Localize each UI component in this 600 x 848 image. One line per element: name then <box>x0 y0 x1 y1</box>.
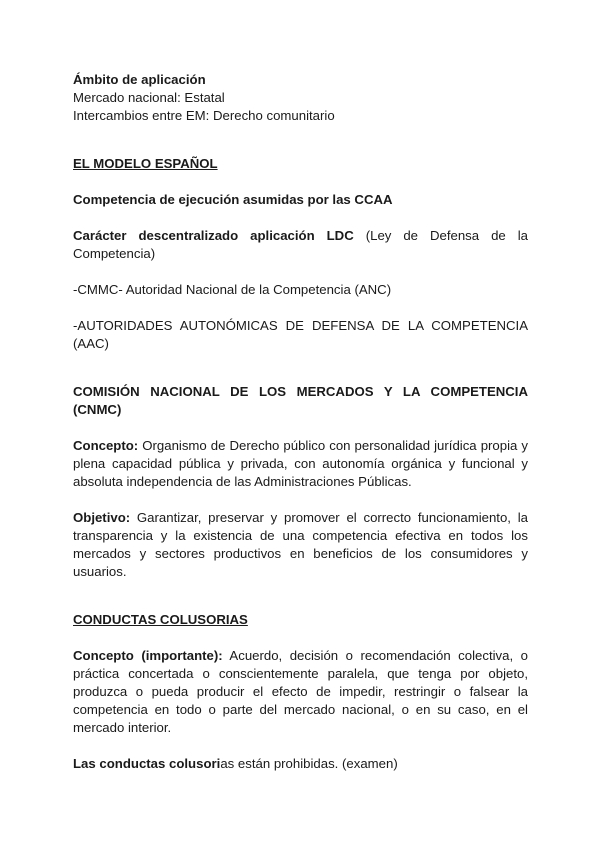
modelo-heading: EL MODELO ESPAÑOL <box>73 156 218 171</box>
colusorias-heading: CONDUCTAS COLUSORIAS <box>73 612 248 627</box>
ambito-line-intercambios: Intercambios entre EM: Derecho comunitario <box>73 108 335 123</box>
cmmc-line: -CMMC- Autoridad Nacional de la Competencia (ANC) <box>73 282 392 297</box>
cnmc-objetivo-paragraph <box>73 509 528 581</box>
ambito-title: Ámbito de aplicación <box>73 72 206 87</box>
cnmc-objetivo-text: Garantizar, preservar y promover el correcto funcionamiento, la transparencia y la existencia de una competencia efectiva en todos los mercados y sectores productivos en beneficios de los consumidores y usuarios. <box>73 510 528 579</box>
caracter-label: Carácter descentralizado aplicación LDC <box>73 228 354 243</box>
colusorias-prohibidas-label: Las conductas colusori <box>73 756 221 771</box>
caracter-paragraph <box>73 227 528 263</box>
colusorias-concepto-label: Concepto (importante): <box>73 648 223 663</box>
colusorias-prohibidas-text: as están prohibidas. (examen) <box>220 756 398 771</box>
ambito-line-mercado-nacional: Mercado nacional: Estatal <box>73 90 225 105</box>
colusorias-concepto-paragraph <box>73 647 528 737</box>
colusorias-prohibidas-paragraph <box>73 755 528 773</box>
competencia-ejecucion: Competencia de ejecución asumidas por las CCAA <box>73 192 393 207</box>
cnmc-objetivo-label: Objetivo: <box>73 510 131 525</box>
cnmc-concepto-text: Organismo de Derecho público con personalidad jurídica propia y plena capacidad pública y privada, con autonomía orgánica y funcional y absoluta independencia de las Administraciones Públicas. <box>73 438 528 489</box>
cnmc-concepto-label: Concepto: <box>73 438 139 453</box>
cnmc-heading: COMISIÓN NACIONAL DE LOS MERCADOS Y LA COMPETENCIA (CNMC) <box>73 384 528 417</box>
colusorias-concepto-text: Acuerdo, decisión o recomendación colectiva, o práctica concertada o conscientemente paralela, que tenga por objeto, produzca o pueda producir el efecto de impedir, restringir o falsear la competencia en todo o parte del mercado nacional, o en su caso, en el mercado interior. <box>73 648 528 735</box>
caracter-text: (Ley de Defensa de la Competencia) <box>73 228 528 261</box>
aac-line: -AUTORIDADES AUTONÓMICAS DE DEFENSA DE LA COMPETENCIA (AAC) <box>73 318 528 351</box>
document-page <box>73 71 528 773</box>
cnmc-concepto-paragraph <box>73 437 528 491</box>
